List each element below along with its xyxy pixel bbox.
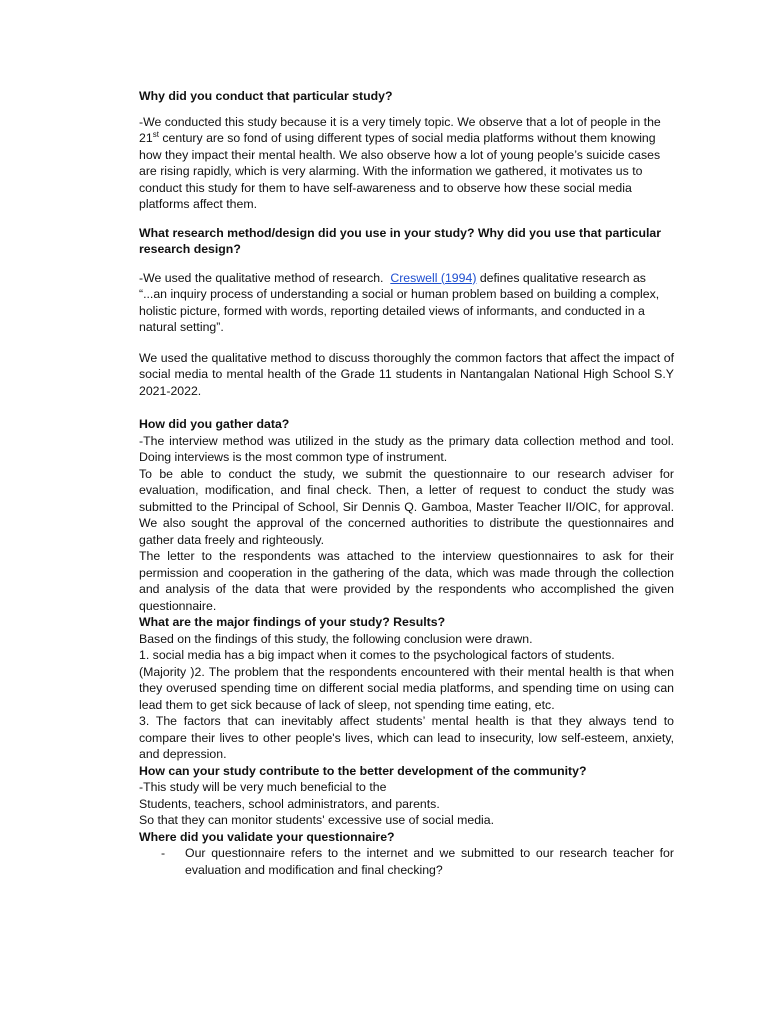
contribution-line-3: So that they can monitor students' excessive use of social media.	[139, 813, 495, 827]
validation-answer: Our questionnaire refers to the internet and we submitted to our research teacher for evaluation and modification and final checking?	[185, 846, 674, 877]
answer-research-method: -We used the qualitative method of research. Creswell (1994) defines qualitative research as “...an inquiry process of understanding a social or human problem based on building a complex, holistic picture, formed with words, reporting detailed views of informants, and conducted in a natural setting”.	[139, 270, 660, 334]
answer-gather-data-3: The letter to the respondents was attached to the interview questionnaires to ask for their permission and cooperation in the gathering of the data, which was made through the collection and analysis of the data that were provided by the respondents who accomplished the given questionnaire.	[139, 549, 674, 613]
question-gather-data: How did you gather data?	[139, 417, 290, 431]
list-item	[161, 845, 674, 878]
question-why-study: Why did you conduct that particular study?	[139, 89, 393, 103]
question-research-method: What research method/design did you use in your study? Why did you use that particular research design?	[139, 225, 662, 256]
finding-1: 1. social media has a big impact when it comes to the psychological factors of students.	[139, 648, 615, 662]
answer-gather-data-1: -The interview method was utilized in the study as the primary data collection method and tool. Doing interviews is the most common type of instrument.	[139, 433, 674, 464]
ordinal-superscript: st	[152, 130, 159, 139]
contribution-line-1: -This study will be very much beneficial to the	[139, 780, 387, 794]
answer-why-study: -We conducted this study because it is a very timely topic. We observe that a lot of people in the 21st century are so fond of using different types of social media platforms without them knowing how they impact their mental health. We also observe how a lot of young people’s suicide cases are rising rapidly, which is very alarming. With the information we gathered, it motivates us to conduct this study for them to have self-awareness and to observe how these social media platforms affect them.	[139, 114, 661, 211]
contribution-line-2: Students, teachers, school administrators, and parents.	[139, 796, 440, 811]
answer-gather-data-2: To be able to conduct the study, we submit the questionnaire to our research adviser for evaluation, modification, and final check. Then, a letter of request to conduct the study was submitted to the Principal of School, Sir Dennis Q. Gamboa, Master Teacher II/OIC, for approval. We also sought the approval of the concerned authorities to distribute the questionnaires and gather data freely and righteously.	[139, 466, 674, 547]
answer-research-method-detail: We used the qualitative method to discuss thoroughly the common factors that affect the impact of social media to mental health of the Grade 11 students in Nantangalan National High School S.Y 2021-2022.	[139, 350, 674, 398]
finding-3: 3. The factors that can inevitably affect students’ mental health is that they always tend to compare their lives to other people's lives, which can lead to insecurity, low self-esteem, anxiety, and depression.	[139, 714, 674, 761]
finding-2: (Majority )2. The problem that the respondents encountered with their mental health is that when they overused spending time on different social media platforms, and spending time on using can lead them to get sick because of lack of sleep, not spending time eating, etc.	[139, 664, 674, 712]
question-validate-questionnaire: Where did you validate your questionnaire?	[139, 829, 395, 844]
document-body	[139, 88, 674, 878]
creswell-citation-link[interactable]: Creswell (1994)	[390, 270, 477, 285]
question-major-findings: What are the major findings of your study? Results?	[139, 615, 446, 629]
bullet-dash: -	[161, 846, 166, 860]
findings-intro: Based on the findings of this study, the following conclusion were drawn.	[139, 631, 533, 646]
question-community-contribution: How can your study contribute to the better development of the community?	[139, 763, 587, 778]
